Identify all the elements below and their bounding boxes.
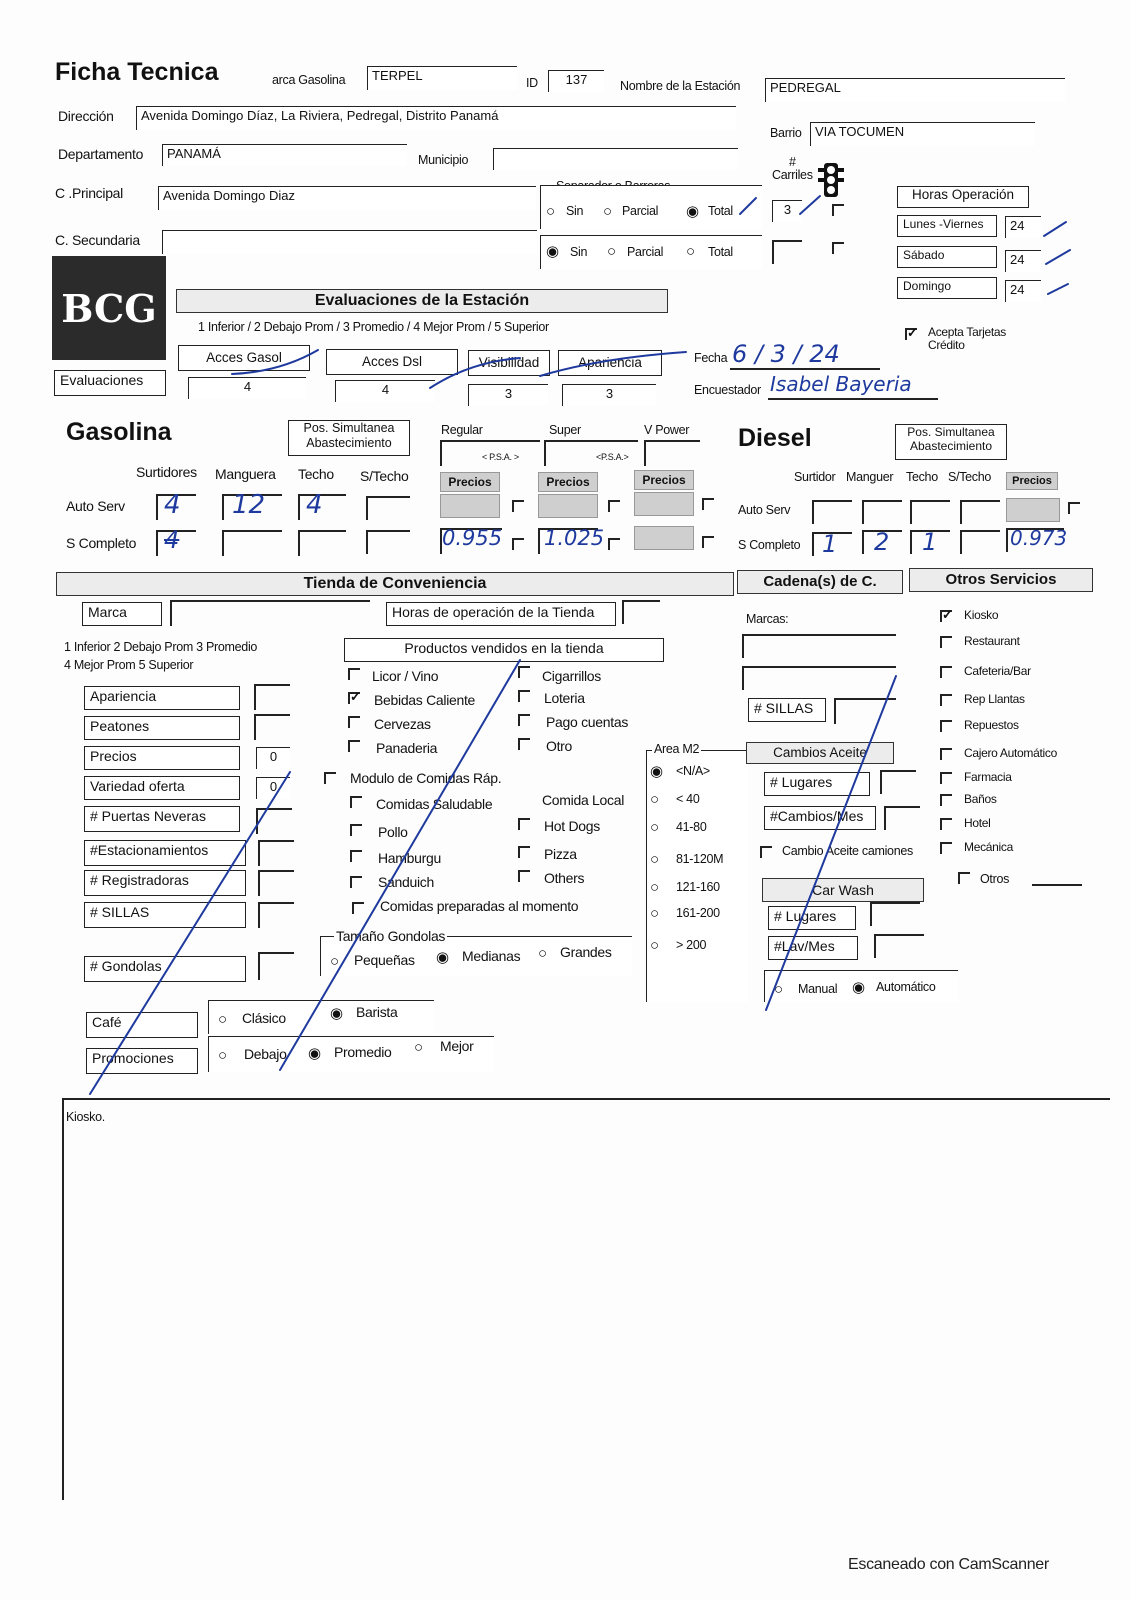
gasolina-pos-label: Pos. Simultanea Abastecimiento xyxy=(288,420,410,456)
fecha-label: Fecha xyxy=(694,351,728,365)
otros-item-label: Baños xyxy=(964,792,997,806)
otro-label: Otro xyxy=(546,738,573,754)
tienda-precios-field[interactable]: 0 xyxy=(256,747,290,769)
radio-parcial-1[interactable]: ○ xyxy=(603,203,613,220)
evaluaciones-scale: 1 Inferior / 2 Debajo Prom / 3 Promedio / 4 Mejor Prom / 5 Superior xyxy=(198,320,549,334)
area-radio[interactable]: ○ xyxy=(650,879,660,896)
stecho-header: S/Techo xyxy=(360,468,409,484)
tienda-neveras-label: # Puertas Neveras xyxy=(84,806,240,832)
diesel-surtidor-header: Surtidor xyxy=(794,470,836,484)
radio-sin-2[interactable]: ◉ xyxy=(546,243,560,260)
radio-parcial-2[interactable]: ○ xyxy=(607,243,617,260)
vpower-precios-header: Precios xyxy=(634,470,694,490)
surtidores-header: Surtidores xyxy=(136,464,197,480)
lav-mes-label: #Lav/Mes xyxy=(768,936,858,960)
barrio-field[interactable]: VIA TOCUMEN xyxy=(810,122,1035,146)
radio-total-2[interactable]: ○ xyxy=(686,243,696,260)
regular-label: Regular xyxy=(441,423,483,437)
barista-radio[interactable]: ◉ xyxy=(330,1005,344,1022)
encuestador-label: Encuestador xyxy=(694,383,761,397)
tienda-peatones-label: Peatones xyxy=(84,716,240,740)
cervezas-label: Cervezas xyxy=(374,716,431,732)
cambios-lugares-label: # Lugares xyxy=(764,772,870,796)
diesel-completo-surtidor: 1 xyxy=(822,530,838,558)
tienda-gondolas-label: # Gondolas xyxy=(84,956,246,982)
diesel-completo-precio: 0.973 xyxy=(1010,526,1068,550)
barista-label: Barista xyxy=(356,1004,398,1020)
otros-item-label: Kiosko xyxy=(964,608,999,622)
diesel-pos-label: Pos. Simultanea Abastecimiento xyxy=(895,424,1007,460)
cadena-sillas-label: # SILLAS xyxy=(748,698,826,722)
preparadas-label: Comidas preparadas al momento xyxy=(380,898,579,914)
techo-header: Techo xyxy=(298,466,334,482)
page-title: Ficha Tecnica xyxy=(55,58,219,86)
apariencia-field[interactable]: 3 xyxy=(562,384,656,406)
area-radio[interactable]: ○ xyxy=(650,905,660,922)
diesel-techo-header: Techo xyxy=(906,470,938,484)
medianas-radio[interactable]: ◉ xyxy=(436,949,450,966)
horas-operacion-button[interactable]: Horas Operación xyxy=(897,186,1029,208)
modulo-label: Modulo de Comidas Ráp. xyxy=(350,770,502,786)
radio-total-1[interactable]: ◉ xyxy=(686,203,700,220)
evaluaciones-row-label: Evaluaciones xyxy=(54,370,166,396)
direccion-label: Dirección xyxy=(58,108,114,124)
acces-dsl-label: Acces Dsl xyxy=(326,349,458,375)
radio-total-1-label: Total xyxy=(708,204,733,218)
promedio-label: Promedio xyxy=(334,1044,392,1060)
completo-regular-precio: 0.955 xyxy=(442,526,503,550)
area-option-label: < 40 xyxy=(676,792,700,806)
radio-sin-1[interactable]: ○ xyxy=(546,203,556,220)
automatico-label: Automático xyxy=(876,980,936,994)
diesel-precios-header: Precios xyxy=(1006,472,1058,490)
area-option-label: 161-200 xyxy=(676,906,720,920)
scanner-watermark: Escaneado con CamScanner xyxy=(848,1556,1049,1573)
pollo-label: Pollo xyxy=(378,824,408,840)
diesel-manguer-header: Manguer xyxy=(846,470,894,484)
mejor-radio[interactable]: ○ xyxy=(414,1039,424,1056)
area-radio[interactable]: ○ xyxy=(650,791,660,808)
pizza-label: Pizza xyxy=(544,846,577,862)
gasolina-title: Gasolina xyxy=(66,418,172,446)
estacion-label: Nombre de la Estación xyxy=(620,79,741,93)
mejor-label: Mejor xyxy=(440,1038,474,1054)
diesel-completo-manguer: 2 xyxy=(874,528,890,556)
radio-parcial-1-label: Parcial xyxy=(622,204,659,218)
domingo-field[interactable]: 24 xyxy=(1005,280,1041,302)
departamento-label: Departamento xyxy=(58,146,144,162)
car-wash-button[interactable]: Car Wash xyxy=(762,878,924,902)
tienda-scale-2: 4 Mejor Prom 5 Superior xyxy=(64,658,194,672)
cambio-camiones-label: Cambio Aceite camiones xyxy=(782,844,913,858)
regular-precios-header: Precios xyxy=(440,472,500,492)
radio-parcial-2-label: Parcial xyxy=(627,245,664,259)
notes-text: Kiosko. xyxy=(66,1110,105,1124)
manguera-header: Manguera xyxy=(215,466,276,482)
others-label: Others xyxy=(544,870,585,886)
radio-total-2-label: Total xyxy=(708,245,733,259)
grandes-label: Grandes xyxy=(560,944,612,960)
tienda-sillas-label: # SILLAS xyxy=(84,902,246,928)
super-psa-text: <P.S.A.> xyxy=(596,452,629,462)
otros-item-label: Rep Llantas xyxy=(964,692,1025,706)
otros-item-label: Farmacia xyxy=(964,770,1012,784)
departamento-field[interactable]: PANAMÁ xyxy=(162,144,407,166)
tienda-variedad-field[interactable]: 0 xyxy=(256,777,290,799)
tamano-title: Tamaño Gondolas xyxy=(336,928,446,944)
apariencia-label: Apariencia xyxy=(558,350,662,376)
auto-surtidores-value: 4 xyxy=(164,490,181,520)
auto-techo-value: 4 xyxy=(306,490,323,520)
estacion-field[interactable]: PEDREGAL xyxy=(765,78,1065,102)
pequenas-radio[interactable]: ○ xyxy=(330,953,340,970)
tienda-estacionamientos-label: #Estacionamientos xyxy=(84,840,246,866)
tienda-horas-label: Horas de operación de la Tienda xyxy=(386,602,616,626)
cigarrillos-label: Cigarrillos xyxy=(542,668,601,684)
id-label: ID xyxy=(526,76,538,90)
area-option-label: 121-160 xyxy=(676,880,720,894)
fecha-value[interactable]: 6 / 3 / 24 xyxy=(732,340,840,368)
carriles-label: # Carriles xyxy=(772,155,813,182)
cambios-mes-label: #Cambios/Mes xyxy=(764,806,876,830)
area-option-label: 81-120M xyxy=(676,852,724,866)
area-title: Area M2 xyxy=(654,742,700,756)
cadena-title: Cadena(s) de C. xyxy=(737,570,903,594)
promociones-label: Promociones xyxy=(86,1048,198,1074)
clasico-label: Clásico xyxy=(242,1010,286,1026)
marca-field[interactable]: TERPEL xyxy=(367,66,517,90)
barrio-label: Barrio xyxy=(770,126,802,140)
diesel-stecho-header: S/Techo xyxy=(948,470,992,484)
diesel-completo-techo: 1 xyxy=(922,528,938,556)
clasico-radio[interactable]: ○ xyxy=(218,1011,228,1028)
area-radio[interactable]: ○ xyxy=(650,851,660,868)
promedio-radio[interactable]: ◉ xyxy=(308,1045,322,1062)
bebidas-label: Bebidas Caliente xyxy=(374,692,476,708)
tienda-marca-label: Marca xyxy=(82,602,162,626)
sabado-field[interactable]: 24 xyxy=(1005,250,1041,272)
radio-sin-1-label: Sin xyxy=(566,204,584,218)
otros-item-label: Cajero Automático xyxy=(964,746,1057,760)
s-completo-label: S Completo xyxy=(66,535,137,551)
carriles-field[interactable]: 3 xyxy=(772,200,802,222)
licor-label: Licor / Vino xyxy=(372,668,439,684)
tienda-variedad-label: Variedad oferta xyxy=(84,776,240,800)
area-radio[interactable]: ◉ xyxy=(650,763,664,780)
lunes-field[interactable]: 24 xyxy=(1005,216,1041,238)
loteria-label: Loteria xyxy=(544,690,585,706)
tienda-registradoras-label: # Registradoras xyxy=(84,870,246,896)
radio-sin-2-label: Sin xyxy=(570,245,588,259)
principal-field[interactable]: Avenida Domingo Diaz xyxy=(158,186,536,210)
local-label: Comida Local xyxy=(542,792,624,808)
grandes-radio[interactable]: ○ xyxy=(538,945,548,962)
medianas-label: Medianas xyxy=(462,948,521,964)
area-option-label: <N/A> xyxy=(676,764,710,778)
area-option-label: > 200 xyxy=(676,938,707,952)
acces-gasol-field[interactable]: 4 xyxy=(188,377,306,399)
otros-item-label: Repuestos xyxy=(964,718,1019,732)
diesel-s-completo-label: S Completo xyxy=(738,538,801,552)
panaderia-label: Panaderia xyxy=(376,740,438,756)
hamburgu-label: Hamburgu xyxy=(378,850,441,866)
otros-title: Otros Servicios xyxy=(909,568,1093,592)
tienda-title: Tienda de Conveniencia xyxy=(56,572,734,596)
lunes-label: Lunes -Viernes xyxy=(897,215,997,237)
diesel-auto-serv-label: Auto Serv xyxy=(738,503,791,517)
cafe-label: Café xyxy=(86,1012,198,1038)
manual-label: Manual xyxy=(798,982,838,996)
otros-item-label: Hotel xyxy=(964,816,991,830)
debajo-radio[interactable]: ○ xyxy=(218,1047,228,1064)
otros-item-label: Cafeteria/Bar xyxy=(964,664,1031,678)
super-label: Super xyxy=(549,423,581,437)
municipio-label: Municipio xyxy=(418,153,469,167)
otros-item-label: Mecánica xyxy=(964,840,1013,854)
area-radio[interactable]: ○ xyxy=(650,819,660,836)
debajo-label: Debajo xyxy=(244,1046,287,1062)
automatico-radio[interactable]: ◉ xyxy=(852,979,866,996)
visibilidad-field[interactable]: 3 xyxy=(468,384,548,406)
carwash-lugares-label: # Lugares xyxy=(768,906,856,930)
acces-dsl-field[interactable]: 4 xyxy=(335,380,435,402)
auto-serv-label: Auto Serv xyxy=(66,498,125,514)
auto-manguera-value: 12 xyxy=(232,490,266,520)
super-precios-header: Precios xyxy=(538,472,598,492)
area-radio[interactable]: ○ xyxy=(650,937,660,954)
sabado-label: Sábado xyxy=(897,246,997,268)
domingo-label: Domingo xyxy=(897,277,997,299)
pago-label: Pago cuentas xyxy=(546,714,629,730)
encuestador-value[interactable]: Isabel Bayeria xyxy=(770,372,912,396)
diesel-title: Diesel xyxy=(738,424,812,452)
completo-super-precio: 1.025 xyxy=(544,526,605,550)
saludable-label: Comidas Saludable xyxy=(376,796,493,812)
acepta-tarjetas-label: Acepta Tarjetas Crédito xyxy=(928,325,1006,352)
cadena-marcas-label: Marcas: xyxy=(746,612,789,626)
cambios-aceite-button[interactable]: Cambios Aceite xyxy=(746,742,894,764)
evaluaciones-title: Evaluaciones de la Estación xyxy=(176,289,668,313)
principal-label: C .Principal xyxy=(55,185,123,201)
tienda-precios-label: Precios xyxy=(84,746,240,770)
visibilidad-label: Visibilidad xyxy=(468,350,550,376)
acces-gasol-label: Acces Gasol xyxy=(178,345,310,371)
logo-text: BCG xyxy=(61,285,157,331)
secundaria-label: C. Secundaria xyxy=(55,232,140,248)
vpower-label: V Power xyxy=(644,423,690,437)
direccion-field[interactable]: Avenida Domingo Díaz, La Riviera, Pedregal, Distrito Panamá xyxy=(136,106,736,130)
regular-psa-text: < P.S.A. > xyxy=(482,452,519,462)
pequenas-label: Pequeñas xyxy=(354,952,415,968)
completo-surtidores-value: 4 xyxy=(164,526,180,554)
otros-item-label: Restaurant xyxy=(964,634,1020,648)
marca-label: arca Gasolina xyxy=(272,73,346,87)
otros-label: Otros xyxy=(980,872,1010,886)
id-field[interactable]: 137 xyxy=(548,70,604,92)
sanduich-label: Sanduich xyxy=(378,874,434,890)
manual-radio[interactable]: ○ xyxy=(774,981,784,998)
tienda-apariencia-label: Apariencia xyxy=(84,686,240,710)
tienda-scale-1: 1 Inferior 2 Debajo Prom 3 Promedio xyxy=(64,640,258,654)
hotdogs-label: Hot Dogs xyxy=(544,818,600,834)
productos-title: Productos vendidos en la tienda xyxy=(344,638,664,662)
area-option-label: 41-80 xyxy=(676,820,707,834)
